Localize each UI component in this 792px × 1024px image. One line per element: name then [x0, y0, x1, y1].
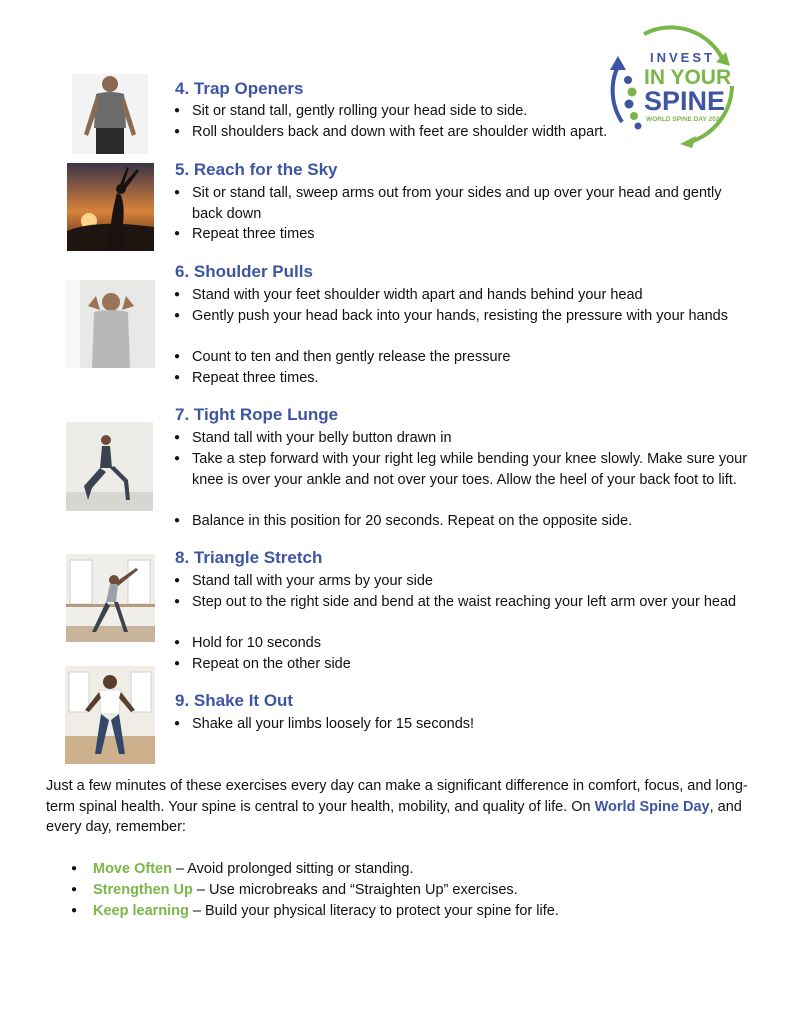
tip-move-often [93, 859, 414, 879]
exercise-9-title: 9. Shake It Out [175, 691, 294, 710]
shake-it-out-photo [65, 666, 155, 764]
logo-line-3: SPINE [644, 86, 726, 116]
exercise-4-title: 4. Trap Openers [175, 79, 304, 98]
exercise-8-bullet-4: ● Repeat on the other side [192, 654, 752, 675]
exercise-4-bullet-1: ● Sit or stand tall, gently rolling your head side to side. [192, 101, 752, 122]
exercise-7-bullet-1: ● Stand tall with your belly button drawn in [192, 428, 752, 449]
exercise-8-bullet-3: ● Hold for 10 seconds [192, 633, 752, 654]
tip-keyword: Strengthen Up [93, 882, 193, 898]
exercise-6-title: 6. Shoulder Pulls [175, 262, 313, 281]
tip-text: – Use microbreaks and “Straighten Up” exercises. [192, 882, 518, 898]
exercise-9-bullet-1: ● Shake all your limbs loosely for 15 seconds! [192, 714, 752, 735]
exercise-6-bullet-2: ● Gently push your head back into your hands, resisting the pressure with your hands [192, 306, 752, 327]
tip-text: – Avoid prolonged sitting or standing. [171, 861, 414, 877]
exercise-6-bullet-4: ● Repeat three times. [192, 368, 752, 389]
logo-line-1: INVEST [650, 50, 715, 65]
tip-keyword: Move Often [93, 861, 172, 877]
summary-text-before: Just a few minutes of these exercises every day can make a significant difference in comfort, focus, and long-term spinal health. Your spine is central to your health, mobility, and quality of life. On [46, 778, 748, 815]
triangle-stretch-photo [66, 554, 155, 642]
exercise-4-bullet-2: ● Roll shoulders back and down with feet are shoulder width apart. [192, 122, 752, 143]
exercise-8-bullet-2: ● Step out to the right side and bend at the waist reaching your left arm over your head [192, 592, 752, 613]
trap-openers-photo [72, 74, 148, 154]
exercise-7-bullet-3: ● Balance in this position for 20 seconds. Repeat on the opposite side. [192, 511, 752, 532]
tip-strengthen-up [93, 880, 518, 900]
tip-keyword: Keep learning [93, 903, 189, 919]
exercise-5-title: 5. Reach for the Sky [175, 160, 338, 179]
exercise-8-bullet-1: ● Stand tall with your arms by your side [192, 571, 752, 592]
tight-rope-lunge-photo [66, 422, 153, 511]
logo-line-2: IN YOUR [644, 66, 732, 89]
exercise-8-title: 8. Triangle Stretch [175, 548, 323, 567]
exercise-7-bullet-2: ● Take a step forward with your right leg while bending your knee slowly. Make sure your knee is over your ankle and not over your toes. Allow the heel of your back foot to lift. [192, 449, 752, 490]
world-spine-day-link[interactable]: World Spine Day [594, 798, 710, 815]
reach-for-the-sky-photo [67, 163, 154, 251]
summary-text-after: , and every day, remember: [46, 798, 742, 836]
logo-line-4: WORLD SPINE DAY 2025 [646, 116, 723, 123]
tip-keep-learning [93, 901, 559, 921]
exercise-7-title: 7. Tight Rope Lunge [175, 405, 339, 424]
exercise-6-bullet-3: ● Count to ten and then gently release the pressure [192, 347, 752, 368]
exercise-5-bullet-2: ● Repeat three times [192, 224, 752, 245]
exercise-5-bullet-1: ● Sit or stand tall, sweep arms out from your sides and up over your head and gently back down [192, 183, 752, 224]
exercise-6-bullet-1: ● Stand with your feet shoulder width apart and hands behind your head [192, 285, 752, 306]
shoulder-pulls-photo [66, 280, 155, 368]
tip-text: – Build your physical literacy to protect your spine for life. [188, 903, 559, 919]
summary-paragraph [46, 776, 758, 838]
